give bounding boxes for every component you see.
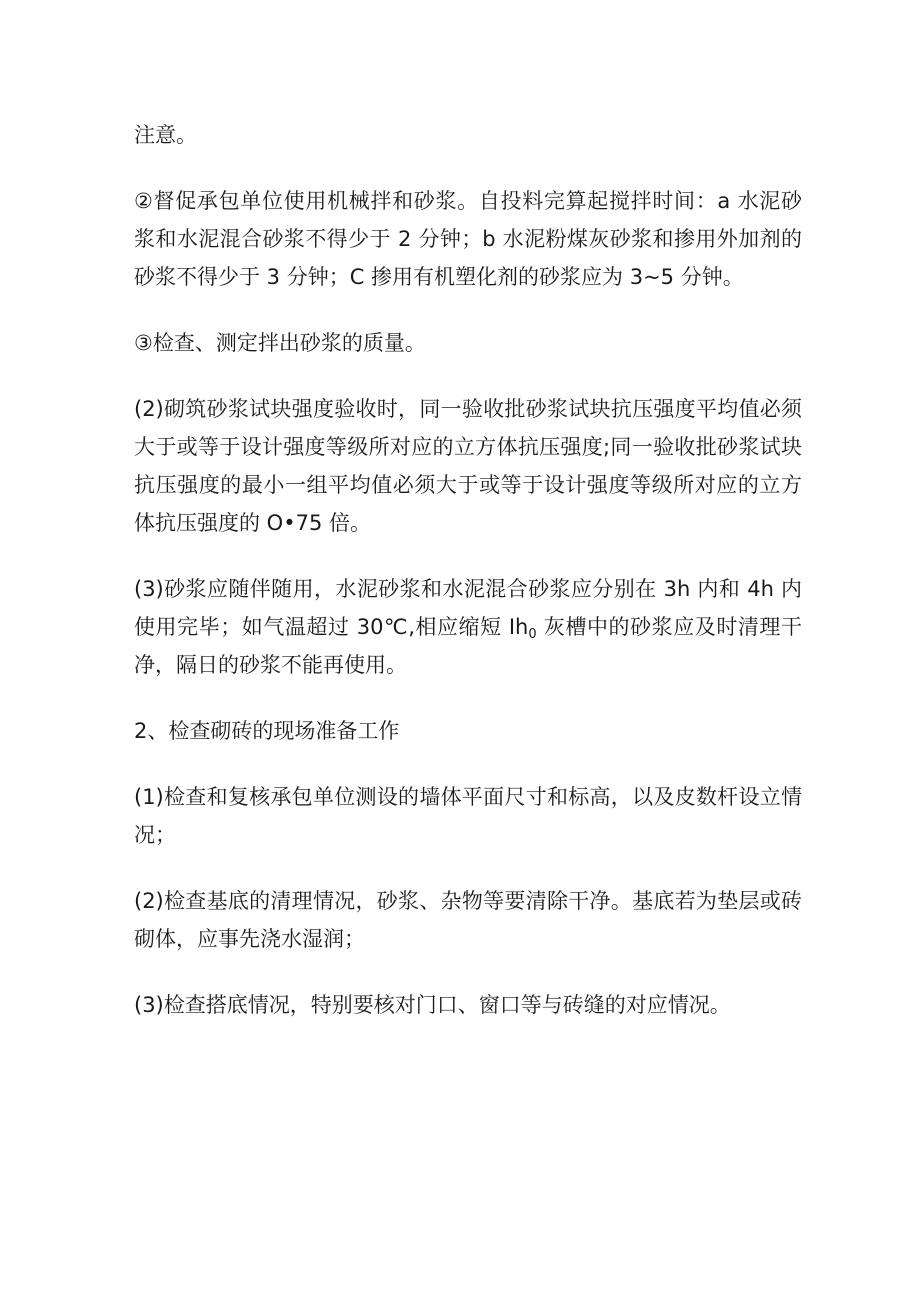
paragraph-wall-dimensions: (1)检查和复核承包单位测设的墙体平面尺寸和标高，以及皮数杆设立情况； <box>134 785 802 847</box>
mortar-usage-subscript: 0 <box>528 627 537 642</box>
paragraph-strength-acceptance: (2)砌筑砂浆试块强度验收时，同一验收批砂浆试块抗压强度平均值必须大于或等于设计强度等级所对应的立方体抗压强度;同一验收批砂浆试块抗压强度的最小一组平均值必须大于或等于设计强度等级所对应的立方体抗压强度的 O•75 倍。 <box>134 397 802 535</box>
mortar-usage-text-before: (3)砂浆应随伴随用，水泥砂浆和水泥混合砂浆应分别在 3h 内和 4h 内使用完毕；如气温超过 30℃,相应缩短 Ih <box>134 577 802 639</box>
paragraph-continuation: 注意。 <box>134 123 197 147</box>
paragraph-base-cleaning: (2)检查基底的清理情况，砂浆、杂物等要清除干净。基底若为垫层或砖砌体，应事先浇水湿润； <box>134 889 802 951</box>
paragraph-mixing-time: ②督促承包单位使用机械拌和砂浆。自投料完算起搅拌时间：a 水泥砂浆和水泥混合砂浆不得少于 2 分钟；b 水泥粉煤灰砂浆和掺用外加剂的砂浆不得少于 3 分钟；C 掺用有机塑化剂的砂浆应为 3~5 分钟。 <box>134 189 802 289</box>
paragraph-layout-check: (3)检查搭底情况，特别要核对门口、窗口等与砖缝的对应情况。 <box>134 993 731 1017</box>
section-heading-site-preparation: 2、检查砌砖的现场准备工作 <box>134 719 400 743</box>
paragraph-mortar-quality: ③检查、测定拌出砂浆的质量。 <box>134 331 426 355</box>
document-body <box>134 116 802 1024</box>
mortar-usage-text-after: 灰槽中的砂浆应及时清理干净，隔日的砂浆不能再使用。 <box>134 615 802 677</box>
paragraph-mortar-usage <box>134 570 802 684</box>
